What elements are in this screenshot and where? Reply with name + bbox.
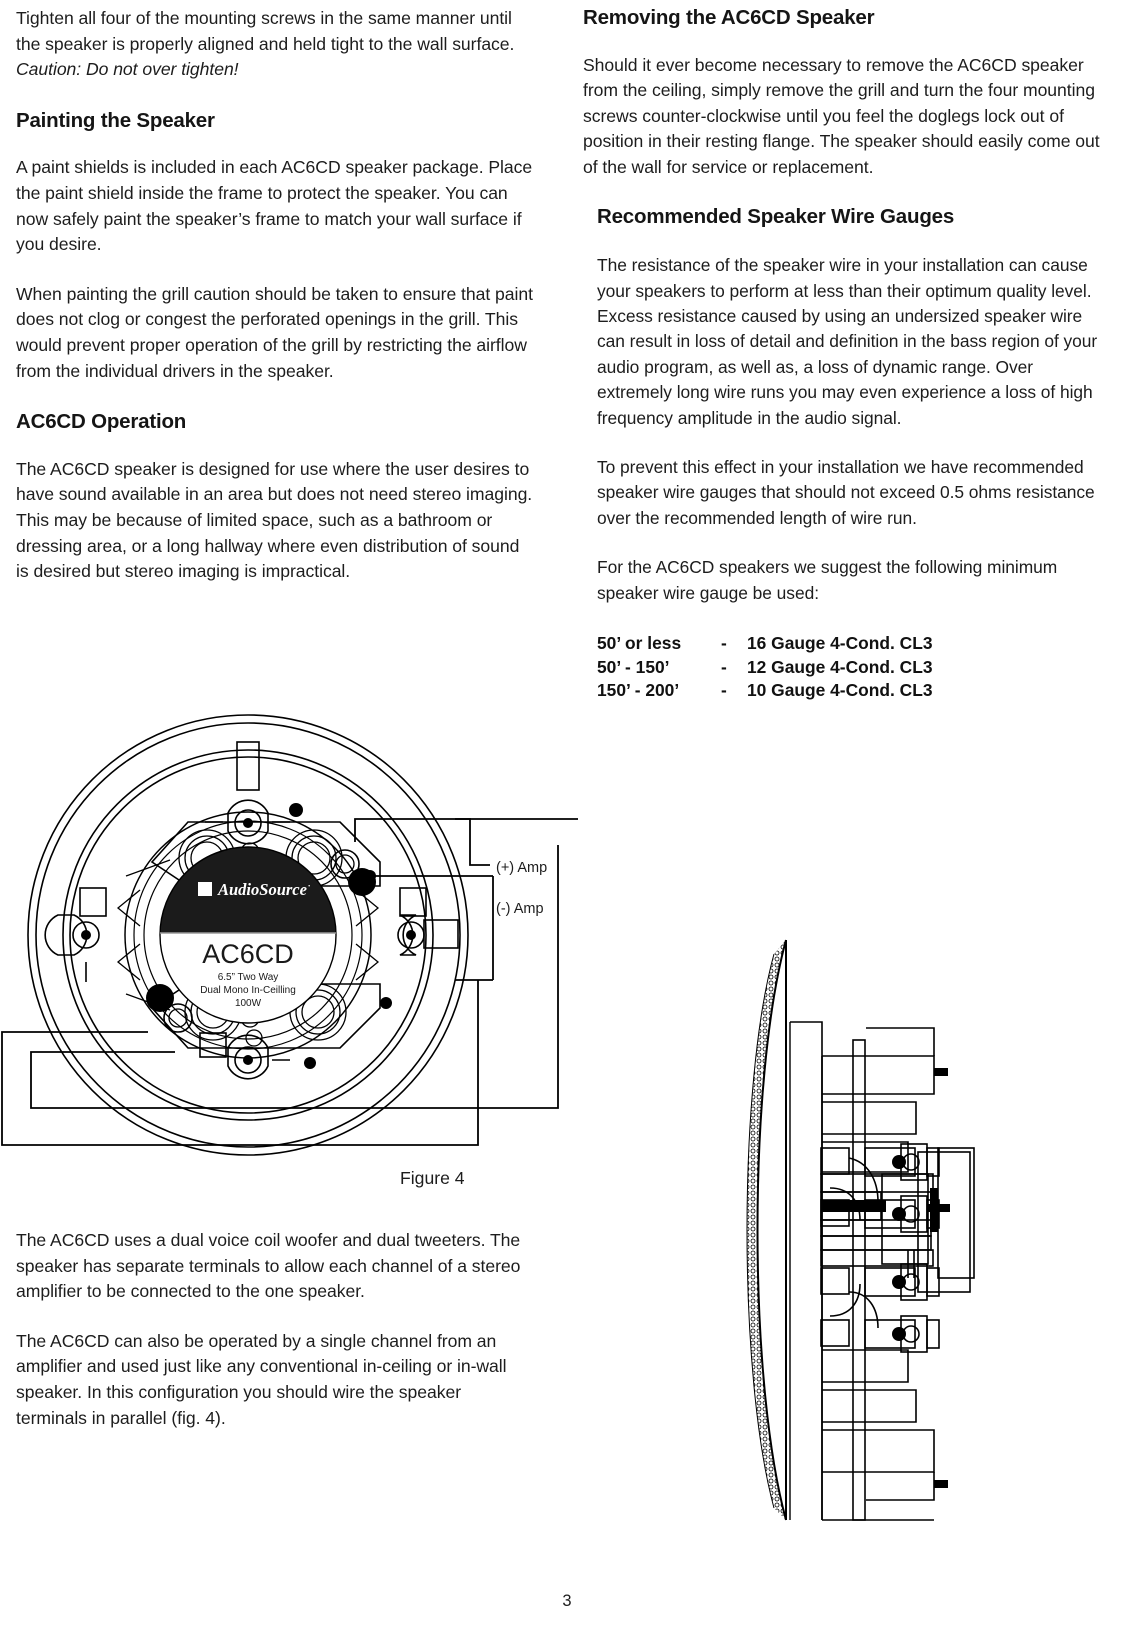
- paragraph-tighten-screws-text: Tighten all four of the mounting screws in the same manner until the speaker is properly aligned and held tight to the wall surface.: [16, 8, 515, 54]
- figure-4-speaker-front-view: [0, 690, 580, 1190]
- caution-note: Caution: Do not over tighten!: [16, 59, 239, 80]
- brand-name: AudioSource: [218, 880, 307, 899]
- page-number: 3: [562, 1592, 572, 1610]
- speaker-model-name: AC6CD: [202, 939, 294, 969]
- mounting-spine: [853, 1040, 865, 1520]
- dogleg-assembly-3: [821, 1264, 939, 1328]
- paragraph-removing-speaker: Should it ever become necessary to remove the AC6CD speaker from the ceiling, simply remove the grill and turn the four mounting screws counter-clockwise until you feel the doglegs lock out of position in their resting flange. The speaker should easily come out of the wall for service or replacement.: [583, 54, 1100, 177]
- paragraph-dual-voice-coil: The AC6CD uses a dual voice coil woofer and dual tweeters. The speaker has separate terminals to allow each channel of a stereo amplifier to be connected to the one speaker.: [16, 1230, 521, 1302]
- heading-painting-the-speaker: Painting the Speaker: [16, 108, 215, 132]
- paragraph-tighten-screws: [16, 6, 536, 83]
- brand-square-icon: [198, 882, 212, 896]
- right-column: [583, 6, 1103, 703]
- paragraph-paint-shield: A paint shields is included in each AC6CD speaker package. Place the paint shield inside the frame to protect the speaker. You can now safely paint the speaker’s frame to match your wall surface if you desire.: [16, 157, 533, 255]
- paragraph-suggested-gauge: For the AC6CD speakers we suggest the following minimum speaker wire gauge be used:: [597, 557, 1058, 603]
- gauge-spec: 12 Gauge 4-Cond. CL3: [747, 656, 933, 677]
- paragraph-single-channel: The AC6CD can also be operated by a single channel from an amplifier and used just like any conventional in-ceiling or in-wall speaker. In this configuration you should wire the speaker terminals in parallel (fig. 4).: [16, 1330, 507, 1428]
- wire-gauge-table: [583, 632, 1103, 703]
- terminal-dot-top: [289, 803, 303, 817]
- left-column: [16, 6, 536, 585]
- terminal-cup: [938, 1148, 974, 1278]
- gauge-spec: 16 Gauge 4-Cond. CL3: [747, 633, 933, 654]
- table-row: [597, 679, 1103, 703]
- mounting-dogleg-right: [398, 888, 458, 955]
- speaker-cross-section: [690, 920, 1110, 1540]
- speaker-front-diagram: [0, 690, 580, 1190]
- paragraph-painting-grill: When painting the grill caution should be taken to ensure that paint does not clog or congest the perforated openings in the grill. This would prevent proper operation of the grill by restricting the airflow from the individual drivers in the speaker.: [16, 283, 533, 381]
- speaker-spec-line-1: 6.5” Two Way: [217, 972, 279, 983]
- gauge-dash: -: [721, 633, 727, 654]
- paragraph-wire-resistance: The resistance of the speaker wire in your installation can cause your speakers to perform at less than their optimum quality level. Excess resistance caused by using an undersized speaker wire can result in loss of detail and definition in the bass region of your audio program, as well as, a loss of dynamic range. Over extremely long wire runs you may even experience a loss of high frequency amplitude in the audio signal.: [597, 255, 1098, 428]
- table-row: [597, 656, 1103, 680]
- speaker-spec-line-3: 100W: [234, 998, 262, 1009]
- heading-recommended-wire-gauges: Recommended Speaker Wire Gauges: [597, 204, 955, 228]
- magnet-assembly: [821, 1152, 970, 1292]
- terminal-dot-upper: [364, 870, 376, 882]
- frame-outer: [790, 1022, 822, 1520]
- wire-gauge-section: [583, 253, 1103, 606]
- gauge-dash: -: [721, 656, 727, 677]
- gauge-range: 50’ - 150’: [597, 656, 670, 677]
- left-column-lower: [16, 1228, 536, 1431]
- gauge-spec: 10 Gauge 4-Cond. CL3: [747, 680, 933, 701]
- speaker-side-view-diagram: [690, 920, 1110, 1540]
- callout-label-plus-amp: (+) Amp: [496, 860, 548, 876]
- grill-perforation-fill: [747, 940, 786, 1520]
- speaker-spec-line-2: Dual Mono In-Ceilling: [200, 985, 296, 996]
- table-row: [597, 632, 1103, 656]
- brand-registered-mark: ·: [307, 878, 312, 893]
- heading-removing-the-speaker: Removing the AC6CD Speaker: [583, 6, 875, 29]
- gauge-range: 150’ - 200’: [597, 680, 680, 701]
- paragraph-prevent-effect: To prevent this effect in your installation we have recommended speaker wire gauges that should not exceed 0.5 ohms resistance over the recommended length of wire run.: [597, 457, 1095, 528]
- figure-4-caption: Figure 4: [400, 1168, 465, 1188]
- terminal-dot-bottom: [304, 1057, 316, 1069]
- gauge-range: 50’ or less: [597, 633, 682, 654]
- gauge-dash: -: [721, 680, 727, 701]
- dogleg-assembly-4: [821, 1316, 939, 1352]
- callout-label-minus-amp: (-) Amp: [496, 901, 544, 917]
- terminal-dot-lower: [380, 997, 392, 1009]
- mounting-dogleg-left: [45, 888, 106, 982]
- paragraph-operation: The AC6CD speaker is designed for use where the user desires to have sound available in an area but does not need stereo imaging. This may be because of limited space, such as a bathroom or dressing area, or a long hallway where even distribution of sound is desired but stereo imaging is impractical.: [16, 458, 533, 582]
- heading-ac6cd-operation: AC6CD Operation: [16, 410, 187, 434]
